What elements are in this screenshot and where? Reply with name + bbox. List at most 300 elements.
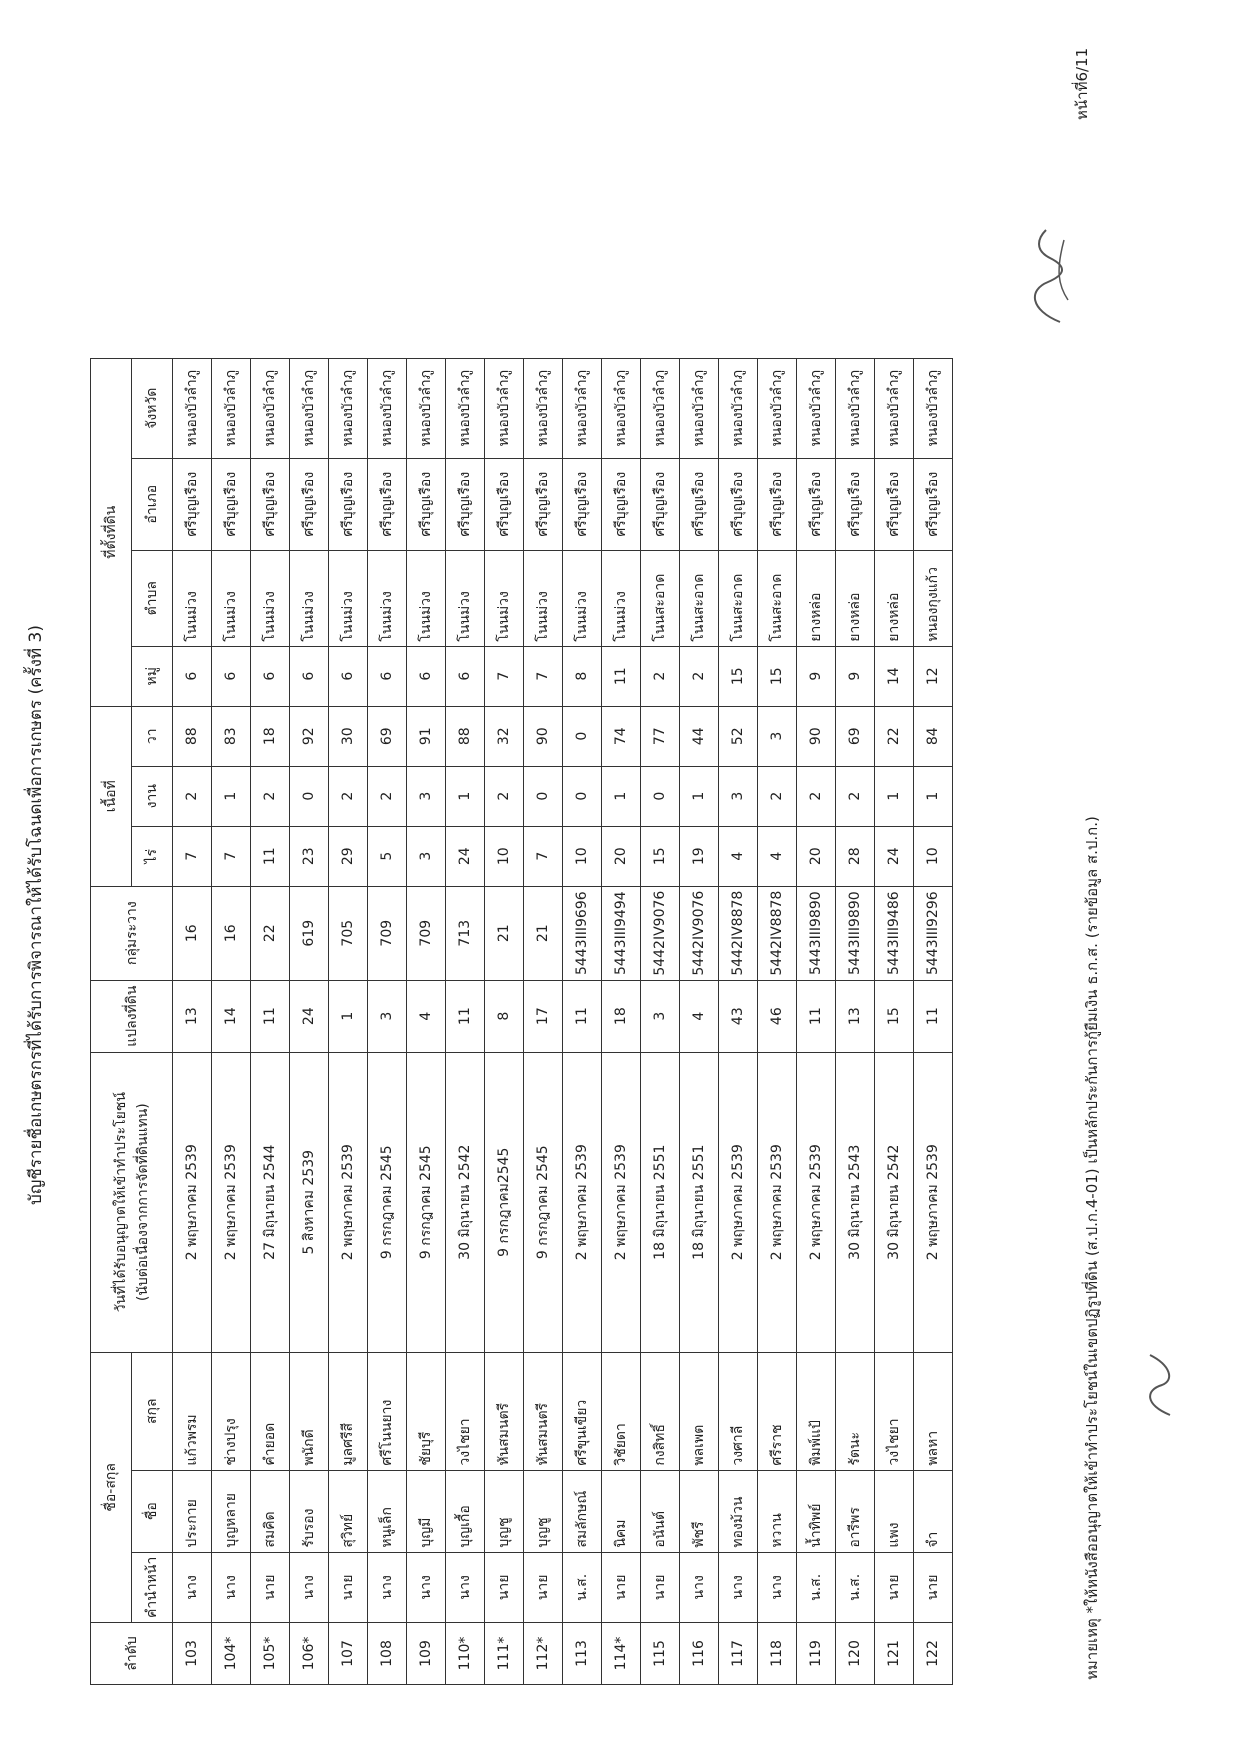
cell-amphoe: ศรีบุญเรือง xyxy=(407,458,446,550)
cell-plot: 11 xyxy=(251,980,290,1052)
cell-tambon: โนนสะอาด xyxy=(641,550,680,646)
cell-rai: 3 xyxy=(407,826,446,886)
cell-first-name: สุวิทย์ xyxy=(329,1470,368,1552)
cell-moo: 6 xyxy=(368,646,407,706)
signature-mark xyxy=(1020,220,1080,330)
cell-moo: 6 xyxy=(446,646,485,706)
cell-province: หนองบัวลำภู xyxy=(719,358,758,458)
cell-ngan: 1 xyxy=(875,766,914,826)
cell-seq: 118 xyxy=(758,1623,797,1685)
cell-survey: 709 xyxy=(407,886,446,980)
cell-seq: 114* xyxy=(602,1623,641,1685)
cell-first-name: หนูเล็ก xyxy=(368,1470,407,1552)
cell-last-name: พิมพ์แป้ xyxy=(797,1352,836,1470)
cell-plot: 17 xyxy=(524,980,563,1052)
header-date xyxy=(91,1052,173,1352)
cell-amphoe: ศรีบุญเรือง xyxy=(485,458,524,550)
cell-moo: 6 xyxy=(173,646,212,706)
cell-rai: 24 xyxy=(875,826,914,886)
cell-province: หนองบัวลำภู xyxy=(329,358,368,458)
cell-first-name: พัชรี xyxy=(680,1470,719,1552)
table-row xyxy=(251,358,290,1684)
header-name-group: ชื่อ-สกุล xyxy=(91,1352,132,1622)
cell-prefix: นาง xyxy=(290,1552,329,1622)
cell-moo: 11 xyxy=(602,646,641,706)
cell-province: หนองบัวลำภู xyxy=(680,358,719,458)
cell-amphoe: ศรีบุญเรือง xyxy=(719,458,758,550)
cell-ngan: 0 xyxy=(524,766,563,826)
cell-last-name: รัตนะ xyxy=(836,1352,875,1470)
cell-date: 2 พฤษภาคม 2539 xyxy=(563,1052,602,1352)
cell-prefix: นาย xyxy=(485,1552,524,1622)
cell-province: หนองบัวลำภู xyxy=(563,358,602,458)
cell-province: หนองบัวลำภู xyxy=(914,358,953,458)
cell-amphoe: ศรีบุญเรือง xyxy=(836,458,875,550)
cell-wa: 32 xyxy=(485,706,524,766)
cell-survey: 5443III9296 xyxy=(914,886,953,980)
cell-moo: 14 xyxy=(875,646,914,706)
cell-rai: 4 xyxy=(719,826,758,886)
cell-first-name: บุญเกื้อ xyxy=(446,1470,485,1552)
table-row xyxy=(212,358,251,1684)
cell-rai: 11 xyxy=(251,826,290,886)
cell-last-name: คำยอด xyxy=(251,1352,290,1470)
cell-date: 9 กรกฎาคม 2545 xyxy=(407,1052,446,1352)
cell-seq: 119 xyxy=(797,1623,836,1685)
cell-tambon: โนนม่วง xyxy=(563,550,602,646)
cell-moo: 15 xyxy=(719,646,758,706)
cell-prefix: นาย xyxy=(524,1552,563,1622)
cell-seq: 103 xyxy=(173,1623,212,1685)
cell-wa: 92 xyxy=(290,706,329,766)
header-survey: กลุ่มระวาง xyxy=(91,886,173,980)
cell-province: หนองบัวลำภู xyxy=(836,358,875,458)
header-wa: วา xyxy=(132,706,173,766)
cell-seq: 106* xyxy=(290,1623,329,1685)
cell-prefix: นาย xyxy=(602,1552,641,1622)
cell-seq: 108 xyxy=(368,1623,407,1685)
cell-province: หนองบัวลำภู xyxy=(173,358,212,458)
cell-moo: 12 xyxy=(914,646,953,706)
table-row xyxy=(914,358,953,1684)
table-row xyxy=(329,358,368,1684)
cell-last-name: ศรีโนนยาง xyxy=(368,1352,407,1470)
header-ngan: งาน xyxy=(132,766,173,826)
cell-ngan: 0 xyxy=(641,766,680,826)
cell-wa: 91 xyxy=(407,706,446,766)
cell-tambon: โนนม่วง xyxy=(602,550,641,646)
cell-first-name: บุญหลาย xyxy=(212,1470,251,1552)
cell-first-name: บุญชู xyxy=(485,1470,524,1552)
table-row xyxy=(875,358,914,1684)
cell-amphoe: ศรีบุญเรือง xyxy=(758,458,797,550)
cell-tambon: ยางหล่อ xyxy=(797,550,836,646)
cell-plot: 46 xyxy=(758,980,797,1052)
cell-plot: 13 xyxy=(173,980,212,1052)
table-row xyxy=(524,358,563,1684)
cell-survey: 5442IV9076 xyxy=(641,886,680,980)
cell-survey: 5442IV9076 xyxy=(680,886,719,980)
cell-last-name: กงสิทธิ์ xyxy=(641,1352,680,1470)
document-title: บัญชีรายชื่อเกษตรกรที่ได้รับการพิจารณาให้ได้รับโฉนดเพื่อการเกษตร (ครั้งที่ 3) xyxy=(26,625,46,1205)
cell-tambon: โนนม่วง xyxy=(329,550,368,646)
cell-prefix: นาย xyxy=(875,1552,914,1622)
header-tambon: ตำบล xyxy=(132,550,173,646)
cell-plot: 11 xyxy=(446,980,485,1052)
cell-province: หนองบัวลำภู xyxy=(290,358,329,458)
cell-rai: 5 xyxy=(368,826,407,886)
cell-wa: 18 xyxy=(251,706,290,766)
cell-wa: 22 xyxy=(875,706,914,766)
cell-survey: 5443III9890 xyxy=(836,886,875,980)
cell-province: หนองบัวลำภู xyxy=(797,358,836,458)
cell-date: 27 มิถุนายน 2544 xyxy=(251,1052,290,1352)
cell-date: 18 มิถุนายน 2551 xyxy=(680,1052,719,1352)
cell-province: หนองบัวลำภู xyxy=(485,358,524,458)
cell-ngan: 1 xyxy=(446,766,485,826)
cell-moo: 7 xyxy=(485,646,524,706)
cell-seq: 113 xyxy=(563,1623,602,1685)
cell-wa: 88 xyxy=(446,706,485,766)
cell-tambon: โนนม่วง xyxy=(446,550,485,646)
initials-mark xyxy=(1140,1350,1180,1420)
cell-plot: 1 xyxy=(329,980,368,1052)
cell-date: 2 พฤษภาคม 2539 xyxy=(719,1052,758,1352)
cell-seq: 116 xyxy=(680,1623,719,1685)
cell-seq: 104* xyxy=(212,1623,251,1685)
cell-tambon: โนนม่วง xyxy=(485,550,524,646)
cell-province: หนองบัวลำภู xyxy=(368,358,407,458)
cell-amphoe: ศรีบุญเรือง xyxy=(680,458,719,550)
cell-ngan: 1 xyxy=(680,766,719,826)
cell-prefix: นาย xyxy=(329,1552,368,1622)
cell-seq: 117 xyxy=(719,1623,758,1685)
cell-moo: 9 xyxy=(797,646,836,706)
cell-wa: 69 xyxy=(836,706,875,766)
cell-moo: 2 xyxy=(680,646,719,706)
table-header xyxy=(91,358,173,1684)
cell-tambon: โนนสะอาด xyxy=(680,550,719,646)
cell-wa: 74 xyxy=(602,706,641,766)
cell-seq: 112* xyxy=(524,1623,563,1685)
cell-amphoe: ศรีบุญเรือง xyxy=(212,458,251,550)
cell-survey: 21 xyxy=(485,886,524,980)
cell-first-name: ประกาย xyxy=(173,1470,212,1552)
table-row xyxy=(446,358,485,1684)
cell-rai: 20 xyxy=(602,826,641,886)
cell-survey: 619 xyxy=(290,886,329,980)
cell-last-name: ศรีราช xyxy=(758,1352,797,1470)
cell-last-name: วงไชยา xyxy=(446,1352,485,1470)
cell-survey: 5443III9494 xyxy=(602,886,641,980)
cell-province: หนองบัวลำภู xyxy=(524,358,563,458)
cell-ngan: 3 xyxy=(407,766,446,826)
cell-first-name: อนันต์ xyxy=(641,1470,680,1552)
header-plot: แปลงที่ดิน xyxy=(91,980,173,1052)
cell-prefix: นาย xyxy=(641,1552,680,1622)
cell-moo: 9 xyxy=(836,646,875,706)
cell-prefix: นาง xyxy=(173,1552,212,1622)
cell-seq: 107 xyxy=(329,1623,368,1685)
cell-last-name: พลเพต xyxy=(680,1352,719,1470)
cell-date: 5 สิงหาคม 2539 xyxy=(290,1052,329,1352)
cell-plot: 4 xyxy=(407,980,446,1052)
cell-province: หนองบัวลำภู xyxy=(212,358,251,458)
cell-prefix: นาง xyxy=(680,1552,719,1622)
cell-first-name: น้ำทิพย์ xyxy=(797,1470,836,1552)
cell-tambon: ยางหล่อ xyxy=(875,550,914,646)
header-area-group: เนื้อที่ xyxy=(91,706,132,886)
cell-moo: 6 xyxy=(407,646,446,706)
cell-plot: 24 xyxy=(290,980,329,1052)
cell-seq: 111* xyxy=(485,1623,524,1685)
cell-plot: 11 xyxy=(563,980,602,1052)
cell-province: หนองบัวลำภู xyxy=(875,358,914,458)
cell-rai: 7 xyxy=(524,826,563,886)
header-date-line1: วันที่ได้รับอนุญาตให้เข้าทำประโยชน์ xyxy=(112,1092,129,1313)
cell-date: 2 พฤษภาคม 2539 xyxy=(914,1052,953,1352)
cell-plot: 3 xyxy=(368,980,407,1052)
cell-last-name: แก้วพรม xyxy=(173,1352,212,1470)
cell-plot: 4 xyxy=(680,980,719,1052)
table-row xyxy=(563,358,602,1684)
cell-rai: 10 xyxy=(914,826,953,886)
cell-wa: 69 xyxy=(368,706,407,766)
page-number: หน้าที่6/11 xyxy=(1073,47,1091,120)
cell-seq: 109 xyxy=(407,1623,446,1685)
cell-prefix: นาง xyxy=(407,1552,446,1622)
cell-prefix: น.ส. xyxy=(563,1552,602,1622)
cell-prefix: นาย xyxy=(251,1552,290,1622)
farmer-table xyxy=(90,358,953,1685)
cell-prefix: นาง xyxy=(758,1552,797,1622)
cell-survey: 5443III9890 xyxy=(797,886,836,980)
cell-amphoe: ศรีบุญเรือง xyxy=(251,458,290,550)
cell-last-name: หันสมนตรี xyxy=(485,1352,524,1470)
cell-prefix: นาย xyxy=(914,1552,953,1622)
table-row xyxy=(719,358,758,1684)
cell-last-name: วงไชยา xyxy=(875,1352,914,1470)
cell-last-name: ช่างปรุง xyxy=(212,1352,251,1470)
header-province: จังหวัด xyxy=(132,358,173,458)
cell-wa: 30 xyxy=(329,706,368,766)
header-first-name: ชื่อ xyxy=(132,1470,173,1552)
cell-amphoe: ศรีบุญเรือง xyxy=(797,458,836,550)
cell-last-name: พนักดี xyxy=(290,1352,329,1470)
cell-prefix: น.ส. xyxy=(836,1552,875,1622)
cell-ngan: 2 xyxy=(797,766,836,826)
cell-ngan: 1 xyxy=(602,766,641,826)
cell-rai: 7 xyxy=(173,826,212,886)
cell-moo: 6 xyxy=(212,646,251,706)
cell-last-name: พลหา xyxy=(914,1352,953,1470)
cell-ngan: 3 xyxy=(719,766,758,826)
header-seq: ลำดับ xyxy=(91,1623,173,1685)
cell-seq: 115 xyxy=(641,1623,680,1685)
cell-survey: 16 xyxy=(212,886,251,980)
cell-rai: 19 xyxy=(680,826,719,886)
cell-first-name: สมคิด xyxy=(251,1470,290,1552)
cell-prefix: น.ส. xyxy=(797,1552,836,1622)
cell-wa: 52 xyxy=(719,706,758,766)
cell-tambon: โนนม่วง xyxy=(212,550,251,646)
cell-date: 18 มิถุนายน 2551 xyxy=(641,1052,680,1352)
cell-plot: 43 xyxy=(719,980,758,1052)
table-row xyxy=(290,358,329,1684)
cell-plot: 3 xyxy=(641,980,680,1052)
cell-plot: 13 xyxy=(836,980,875,1052)
cell-survey: 5443III9486 xyxy=(875,886,914,980)
cell-plot: 11 xyxy=(797,980,836,1052)
cell-tambon: โนนม่วง xyxy=(524,550,563,646)
cell-survey: 705 xyxy=(329,886,368,980)
cell-amphoe: ศรีบุญเรือง xyxy=(173,458,212,550)
cell-amphoe: ศรีบุญเรือง xyxy=(563,458,602,550)
header-last-name: สกุล xyxy=(132,1352,173,1470)
table-row xyxy=(758,358,797,1684)
cell-wa: 0 xyxy=(563,706,602,766)
cell-prefix: นาง xyxy=(212,1552,251,1622)
table-row xyxy=(173,358,212,1684)
cell-ngan: 2 xyxy=(485,766,524,826)
cell-first-name: ทองม้วน xyxy=(719,1470,758,1552)
cell-moo: 2 xyxy=(641,646,680,706)
cell-moo: 6 xyxy=(251,646,290,706)
cell-survey: 16 xyxy=(173,886,212,980)
cell-tambon: โนนม่วง xyxy=(251,550,290,646)
cell-wa: 90 xyxy=(524,706,563,766)
cell-date: 30 มิถุนายน 2542 xyxy=(446,1052,485,1352)
cell-tambon: โนนม่วง xyxy=(290,550,329,646)
header-location-group: ที่ตั้งที่ดิน xyxy=(91,358,132,706)
cell-survey: 5442IV8878 xyxy=(719,886,758,980)
cell-amphoe: ศรีบุญเรือง xyxy=(602,458,641,550)
cell-wa: 90 xyxy=(797,706,836,766)
cell-amphoe: ศรีบุญเรือง xyxy=(446,458,485,550)
rotated-page xyxy=(10,20,1160,1710)
cell-rai: 10 xyxy=(485,826,524,886)
cell-last-name: มูลศรีสี xyxy=(329,1352,368,1470)
cell-date: 2 พฤษภาคม 2539 xyxy=(602,1052,641,1352)
cell-ngan: 0 xyxy=(563,766,602,826)
cell-date: 2 พฤษภาคม 2539 xyxy=(212,1052,251,1352)
cell-wa: 83 xyxy=(212,706,251,766)
cell-date: 2 พฤษภาคม 2539 xyxy=(173,1052,212,1352)
footnote: หมายเหตุ *ให้หนังสืออนุญาตให้เข้าทำประโยชน์ในเขตปฏิรูปที่ดิน (ส.ป.ก.4-01) เป็นหลักประกันการกู้ยืมเงิน ธ.ก.ส. (รายข้อมูล ส.ป.ก.) xyxy=(1083,816,1101,1680)
cell-ngan: 2 xyxy=(836,766,875,826)
cell-moo: 6 xyxy=(329,646,368,706)
cell-rai: 20 xyxy=(797,826,836,886)
cell-date: 9 กรกฎาคม2545 xyxy=(485,1052,524,1352)
cell-seq: 120 xyxy=(836,1623,875,1685)
table-row xyxy=(485,358,524,1684)
cell-plot: 18 xyxy=(602,980,641,1052)
header-date-line2: (นับต่อเนื่องจากการจัดที่ดินแทน) xyxy=(134,1103,151,1302)
table-body xyxy=(173,358,953,1684)
cell-last-name: ศรีขุนเขียว xyxy=(563,1352,602,1470)
cell-first-name: บุญมี xyxy=(407,1470,446,1552)
cell-survey: 709 xyxy=(368,886,407,980)
cell-date: 9 กรกฎาคม 2545 xyxy=(524,1052,563,1352)
cell-moo: 15 xyxy=(758,646,797,706)
cell-plot: 8 xyxy=(485,980,524,1052)
cell-rai: 28 xyxy=(836,826,875,886)
cell-tambon: หนองกุงแก้ว xyxy=(914,550,953,646)
cell-prefix: นาง xyxy=(446,1552,485,1622)
cell-wa: 88 xyxy=(173,706,212,766)
cell-date: 30 มิถุนายน 2543 xyxy=(836,1052,875,1352)
cell-province: หนองบัวลำภู xyxy=(641,358,680,458)
cell-first-name: นิคม xyxy=(602,1470,641,1552)
cell-rai: 15 xyxy=(641,826,680,886)
table-row xyxy=(407,358,446,1684)
cell-wa: 84 xyxy=(914,706,953,766)
cell-tambon: โนนม่วง xyxy=(368,550,407,646)
cell-seq: 105* xyxy=(251,1623,290,1685)
cell-last-name: วิชัยดา xyxy=(602,1352,641,1470)
cell-plot: 11 xyxy=(914,980,953,1052)
table-row xyxy=(797,358,836,1684)
cell-date: 2 พฤษภาคม 2539 xyxy=(758,1052,797,1352)
header-amphoe: อำเภอ xyxy=(132,458,173,550)
cell-amphoe: ศรีบุญเรือง xyxy=(290,458,329,550)
cell-wa: 77 xyxy=(641,706,680,766)
cell-last-name: หันสมนตรี xyxy=(524,1352,563,1470)
cell-seq: 121 xyxy=(875,1623,914,1685)
cell-rai: 24 xyxy=(446,826,485,886)
cell-moo: 7 xyxy=(524,646,563,706)
cell-amphoe: ศรีบุญเรือง xyxy=(368,458,407,550)
cell-seq: 110* xyxy=(446,1623,485,1685)
cell-amphoe: ศรีบุญเรือง xyxy=(329,458,368,550)
cell-date: 2 พฤษภาคม 2539 xyxy=(329,1052,368,1352)
cell-first-name: จำ xyxy=(914,1470,953,1552)
header-prefix: คำนำหน้า xyxy=(132,1552,173,1622)
table-row xyxy=(641,358,680,1684)
cell-first-name: อารีพร xyxy=(836,1470,875,1552)
cell-province: หนองบัวลำภู xyxy=(758,358,797,458)
cell-province: หนองบัวลำภู xyxy=(407,358,446,458)
cell-survey: 5442IV8878 xyxy=(758,886,797,980)
cell-amphoe: ศรีบุญเรือง xyxy=(641,458,680,550)
cell-ngan: 2 xyxy=(758,766,797,826)
cell-province: หนองบัวลำภู xyxy=(446,358,485,458)
cell-prefix: นาง xyxy=(368,1552,407,1622)
cell-last-name: วงศาลี xyxy=(719,1352,758,1470)
cell-ngan: 2 xyxy=(329,766,368,826)
cell-survey: 713 xyxy=(446,886,485,980)
cell-ngan: 1 xyxy=(914,766,953,826)
cell-seq: 122 xyxy=(914,1623,953,1685)
table-row xyxy=(602,358,641,1684)
cell-wa: 44 xyxy=(680,706,719,766)
table-row xyxy=(836,358,875,1684)
cell-tambon: โนนม่วง xyxy=(407,550,446,646)
cell-ngan: 1 xyxy=(212,766,251,826)
cell-first-name: หวาน xyxy=(758,1470,797,1552)
cell-rai: 4 xyxy=(758,826,797,886)
header-moo: หมู่ xyxy=(132,646,173,706)
cell-province: หนองบัวลำภู xyxy=(602,358,641,458)
cell-rai: 7 xyxy=(212,826,251,886)
cell-rai: 10 xyxy=(563,826,602,886)
cell-date: 2 พฤษภาคม 2539 xyxy=(797,1052,836,1352)
cell-date: 9 กรกฎาคม 2545 xyxy=(368,1052,407,1352)
cell-tambon: โนนสะอาด xyxy=(758,550,797,646)
cell-first-name: รับรอง xyxy=(290,1470,329,1552)
cell-province: หนองบัวลำภู xyxy=(251,358,290,458)
cell-prefix: นาง xyxy=(719,1552,758,1622)
